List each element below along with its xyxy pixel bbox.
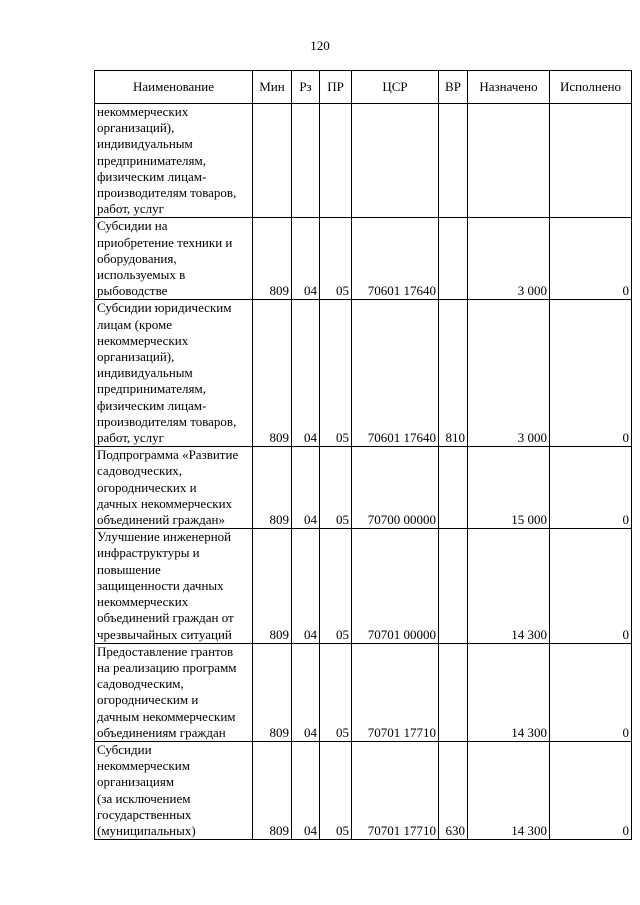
name-line: организаций), xyxy=(97,120,175,136)
name-line: приобретение техники и xyxy=(97,234,233,250)
name-line: повышение xyxy=(97,561,161,577)
cell-executed: 0 xyxy=(550,643,632,741)
cell-assigned: 15 000 xyxy=(468,447,550,529)
header-name: Наименование xyxy=(95,71,253,104)
cell-rz: 04 xyxy=(292,741,320,839)
cell-vr xyxy=(439,529,468,643)
name-line: организаций), xyxy=(97,349,175,365)
header-csr: ЦСР xyxy=(352,71,439,104)
cell-executed xyxy=(550,104,632,218)
table-body xyxy=(95,104,632,840)
name-line: некоммерческих xyxy=(97,332,189,348)
cell-vr: 810 xyxy=(439,300,468,447)
name-line: Субсидии xyxy=(97,741,152,757)
cell-assigned: 14 300 xyxy=(468,741,550,839)
name-line: работ, услуг xyxy=(97,201,165,217)
header-pr: ПР xyxy=(320,71,352,104)
name-line: огороднических и xyxy=(97,479,197,495)
cell-executed: 0 xyxy=(550,218,632,300)
cell-vr xyxy=(439,218,468,300)
cell-executed: 0 xyxy=(550,741,632,839)
cell-assigned: 14 300 xyxy=(468,643,550,741)
name-line: оборудования, xyxy=(97,250,177,266)
name-line: чрезвычайных ситуаций xyxy=(97,626,232,642)
name-line: используемых в xyxy=(97,267,186,283)
cell-min: 809 xyxy=(253,300,292,447)
header-rz: Рз xyxy=(292,71,320,104)
cell-csr: 70701 17710 xyxy=(352,643,439,741)
page-number: 120 xyxy=(310,38,330,53)
name-line: производителям товаров, xyxy=(97,413,237,429)
cell-vr xyxy=(439,104,468,218)
name-line: на реализацию программ xyxy=(97,659,237,675)
name-line: индивидуальным xyxy=(97,136,193,152)
table-row xyxy=(95,218,632,300)
cell-csr: 70701 17710 xyxy=(352,741,439,839)
cell-rz xyxy=(292,104,320,218)
cell-assigned: 3 000 xyxy=(468,218,550,300)
name-line: организациям xyxy=(97,774,175,790)
name-line: Субсидии на xyxy=(97,218,168,234)
cell-rz: 04 xyxy=(292,447,320,529)
cell-name xyxy=(95,218,253,300)
name-line: некоммерческим xyxy=(97,758,190,774)
name-line: лицам (кроме xyxy=(97,316,173,332)
cell-name xyxy=(95,447,253,529)
name-line: физическим лицам- xyxy=(97,168,207,184)
cell-pr: 05 xyxy=(320,529,352,643)
name-line: огородническим и xyxy=(97,692,199,708)
cell-pr xyxy=(320,104,352,218)
name-line: производителям товаров, xyxy=(97,185,237,201)
table-row xyxy=(95,529,632,643)
name-line: садоводческим, xyxy=(97,676,184,692)
name-line: некоммерческих xyxy=(97,104,189,119)
header-executed: Исполнено xyxy=(550,71,632,104)
cell-csr: 70701 00000 xyxy=(352,529,439,643)
name-line: садоводческих, xyxy=(97,463,183,479)
cell-rz: 04 xyxy=(292,300,320,447)
cell-csr: 70700 00000 xyxy=(352,447,439,529)
cell-csr xyxy=(352,104,439,218)
name-line: государственных xyxy=(97,806,192,822)
name-line: физическим лицам- xyxy=(97,397,207,413)
cell-name xyxy=(95,300,253,447)
name-line: индивидуальным xyxy=(97,365,193,381)
name-line: защищенности дачных xyxy=(97,577,224,593)
cell-csr: 70601 17640 xyxy=(352,218,439,300)
table-row xyxy=(95,104,632,218)
cell-name xyxy=(95,643,253,741)
table-row xyxy=(95,447,632,529)
name-line: Подпрограмма «Развитие xyxy=(97,447,239,463)
name-line: инфраструктуры и xyxy=(97,545,200,561)
cell-pr: 05 xyxy=(320,643,352,741)
cell-pr: 05 xyxy=(320,447,352,529)
cell-pr: 05 xyxy=(320,218,352,300)
name-line: (муниципальных) xyxy=(97,822,196,838)
cell-rz: 04 xyxy=(292,529,320,643)
name-line: работ, услуг xyxy=(97,430,165,446)
table-header-row xyxy=(95,71,632,104)
cell-min: 809 xyxy=(253,741,292,839)
name-line: рыбоводстве xyxy=(97,283,168,299)
cell-executed: 0 xyxy=(550,529,632,643)
name-line: объединениям граждан xyxy=(97,724,226,740)
cell-min xyxy=(253,104,292,218)
name-line: Предоставление грантов xyxy=(97,643,234,659)
name-line: Улучшение инженерной xyxy=(97,529,232,545)
cell-name xyxy=(95,741,253,839)
name-line: дачным некоммерческим xyxy=(97,708,236,724)
cell-rz: 04 xyxy=(292,643,320,741)
cell-min: 809 xyxy=(253,218,292,300)
cell-pr: 05 xyxy=(320,300,352,447)
cell-vr: 630 xyxy=(439,741,468,839)
cell-pr: 05 xyxy=(320,741,352,839)
name-line: (за исключением xyxy=(97,790,191,806)
cell-name xyxy=(95,104,253,218)
cell-vr xyxy=(439,447,468,529)
table-row xyxy=(95,300,632,447)
cell-executed: 0 xyxy=(550,447,632,529)
cell-vr xyxy=(439,643,468,741)
name-line: предпринимателям, xyxy=(97,381,206,397)
cell-min: 809 xyxy=(253,447,292,529)
cell-executed: 0 xyxy=(550,300,632,447)
cell-assigned: 14 300 xyxy=(468,529,550,643)
header-min: Мин xyxy=(253,71,292,104)
header-assigned: Назначено xyxy=(468,71,550,104)
name-line: некоммерческих xyxy=(97,594,189,610)
name-line: Субсидии юридическим xyxy=(97,300,232,316)
cell-name xyxy=(95,529,253,643)
header-vr: ВР xyxy=(439,71,468,104)
cell-rz: 04 xyxy=(292,218,320,300)
name-line: объединений граждан» xyxy=(97,512,225,528)
name-line: объединений граждан от xyxy=(97,610,234,626)
name-line: предпринимателям, xyxy=(97,152,206,168)
cell-csr: 70601 17640 xyxy=(352,300,439,447)
cell-assigned: 3 000 xyxy=(468,300,550,447)
table-row xyxy=(95,741,632,839)
cell-assigned xyxy=(468,104,550,218)
budget-table xyxy=(94,70,632,840)
table-row xyxy=(95,643,632,741)
cell-min: 809 xyxy=(253,529,292,643)
name-line: дачных некоммерческих xyxy=(97,495,233,511)
cell-min: 809 xyxy=(253,643,292,741)
